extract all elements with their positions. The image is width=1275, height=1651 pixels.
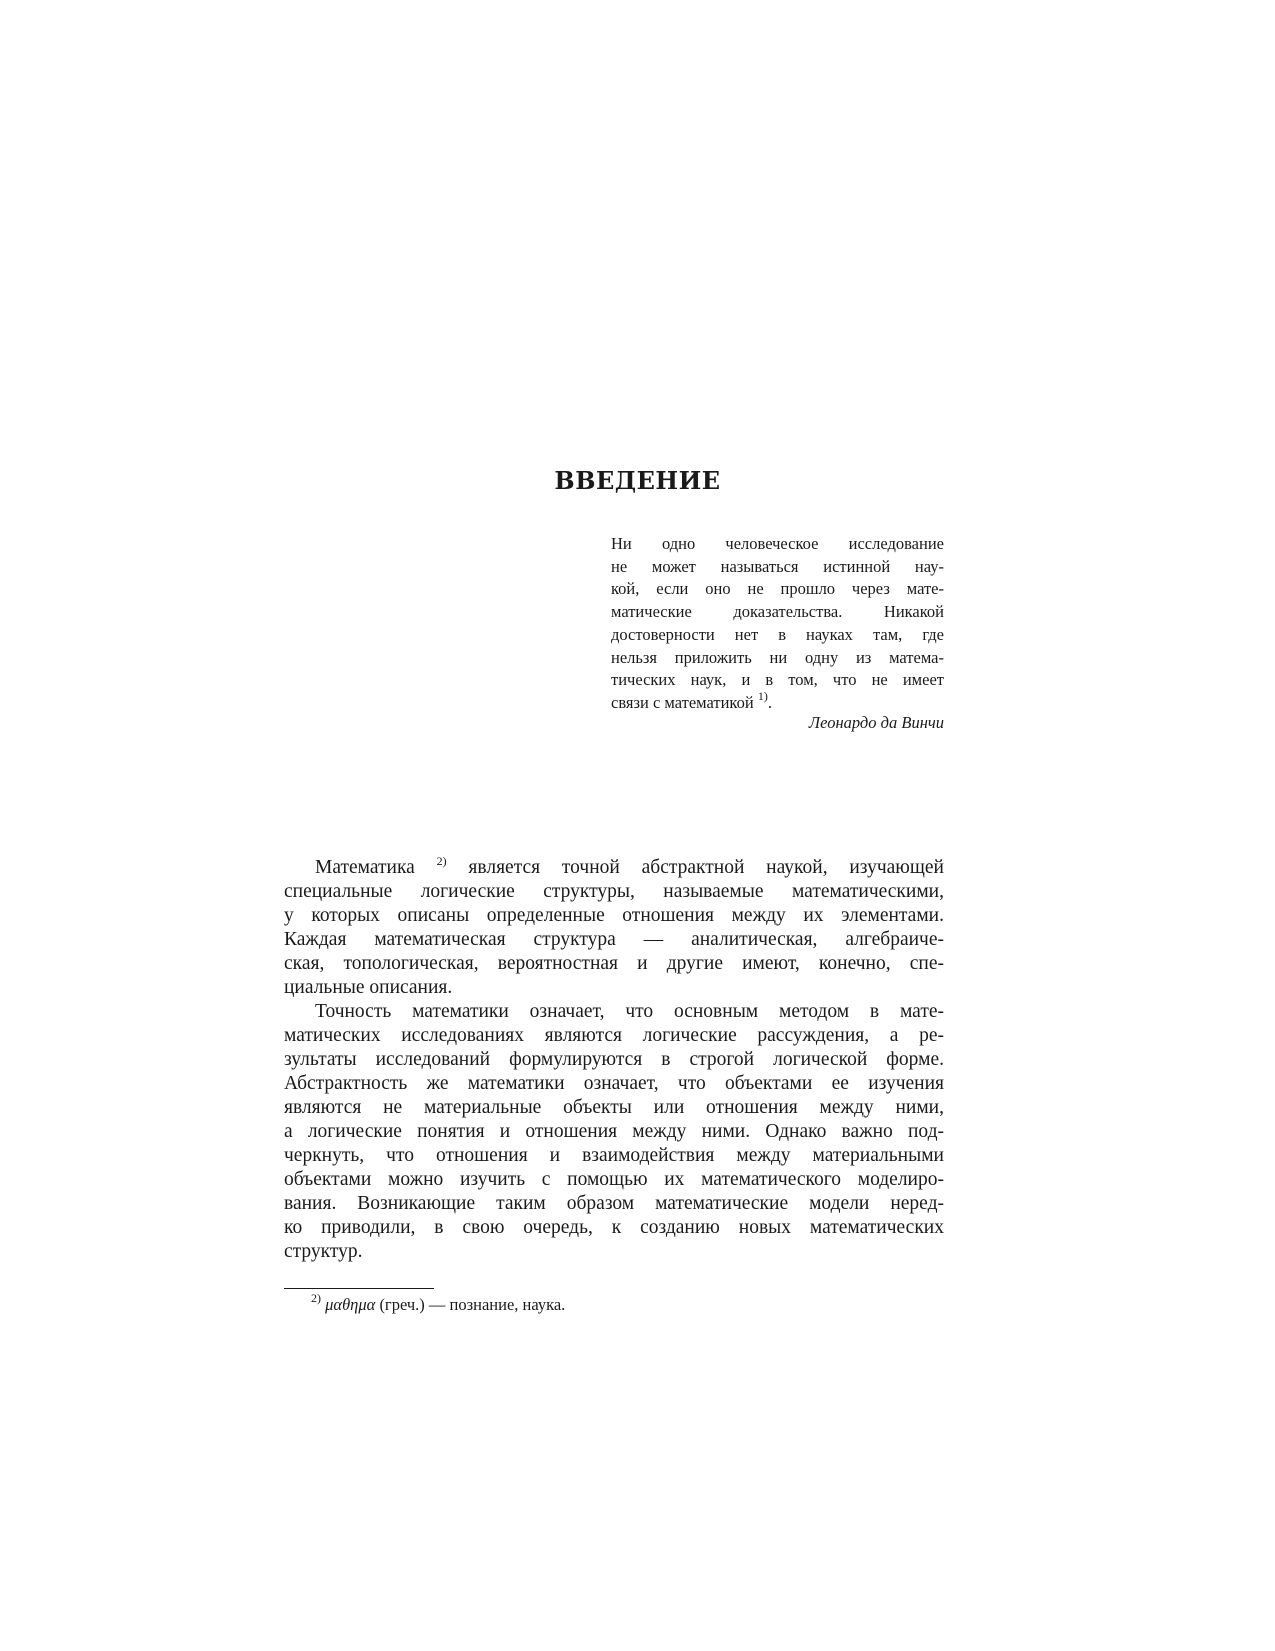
paragraph-2-line: являются не материальные объекты или отношения между ними, <box>284 1097 944 1118</box>
paragraph-1-line: Каждая математическая структура — аналитическая, алгебраиче- <box>284 929 944 950</box>
epigraph-line: тических наук, и в том, что не имеет <box>611 670 944 690</box>
footnote-marker-1: 1) <box>757 688 768 703</box>
paragraph-2-line: объектами можно изучить с помощью их математического моделиро- <box>284 1169 944 1190</box>
paragraph-1-first-line <box>284 856 944 880</box>
paragraph-2-line: вания. Возникающие таким образом математические модели неред- <box>284 1193 944 1214</box>
paragraph-2-line: черкнуть, что отношения и взаимодействия между материальными <box>284 1145 944 1166</box>
epigraph-line: кой, если оно не прошло через мате- <box>611 579 944 599</box>
paragraph-1-line: циальные описания. <box>284 977 453 998</box>
paragraph-1-line: ская, топологическая, вероятностная и другие имеют, конечно, спе- <box>284 953 944 974</box>
footnote-marker: 2) <box>311 1291 321 1305</box>
epigraph-line: нельзя приложить ни одну из матема- <box>611 647 944 667</box>
footnote-text: (греч.) — познание, наука. <box>375 1295 566 1314</box>
paragraph-2-line: структур. <box>284 1241 363 1262</box>
epigraph-last-line-text: связи с математикой <box>611 692 758 712</box>
paragraph-2-line: а логические понятия и отношения между ними. Однако важно под- <box>284 1121 944 1142</box>
epigraph-line: матические доказательства. Никакой <box>611 602 944 622</box>
body-text <box>284 856 944 1264</box>
epigraph-line: Ни одно человеческое исследование <box>611 534 944 553</box>
footnote-greek-term: μαθημα <box>325 1295 376 1314</box>
epigraph-quote <box>611 533 944 715</box>
footnote-marker-2: 2) <box>436 854 447 868</box>
paragraph-1-line: специальные логические структуры, называемые математическими, <box>284 881 944 902</box>
paragraph-2-line: зультаты исследований формулируются в строгой логической форме. <box>284 1049 944 1070</box>
paragraph-2-line: Точность математики означает, что основным методом в мате- <box>315 1001 944 1022</box>
epigraph-line: не может называться истинной нау- <box>611 556 944 576</box>
epigraph-line: достоверности нет в науках там, где <box>611 624 944 644</box>
footnote-rule <box>284 1288 434 1289</box>
paragraph-1-first-line-end: является точной абстрактной наукой, изучающей <box>446 857 944 878</box>
paragraph-2-line: матических исследованиях являются логические рассуждения, а ре- <box>284 1025 944 1046</box>
epigraph-author: Леонардо да Винчи <box>808 713 944 732</box>
epigraph-last-line <box>611 688 944 715</box>
paragraph-1-line: у которых описаны определенные отношения между их элементами. <box>284 905 944 926</box>
paragraph-1-start: Математика <box>315 857 437 878</box>
paragraph-2-line: Абстрактность же математики означает, что объектами ее изучения <box>284 1073 944 1094</box>
footnote <box>311 1291 566 1315</box>
epigraph-last-line-end: . <box>767 692 772 712</box>
paragraph-2-line: ко приводили, в свою очередь, к созданию новых математических <box>284 1217 944 1238</box>
page-title: ВВЕДЕНИЕ <box>554 466 721 495</box>
